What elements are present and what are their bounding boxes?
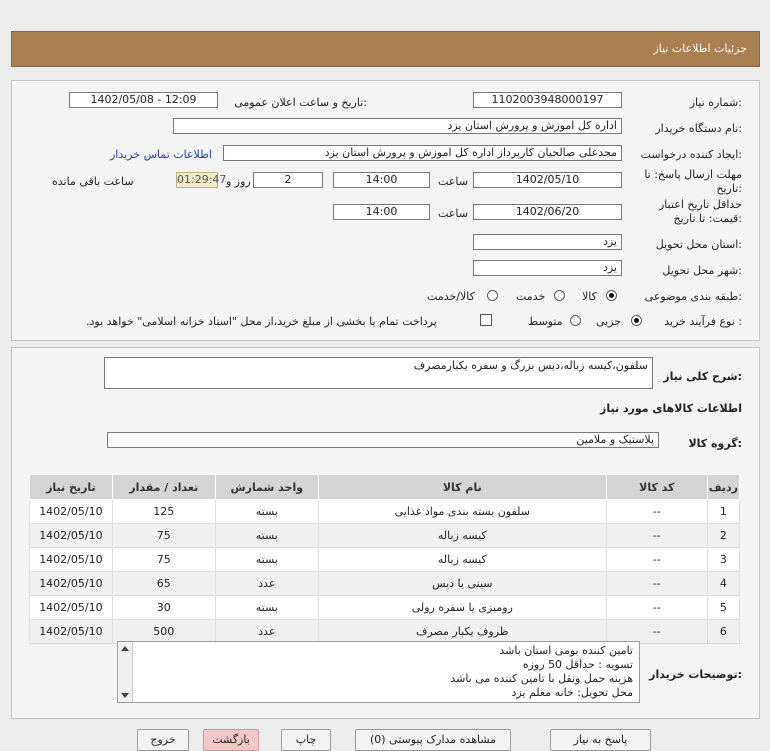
- cell-date: 1402/05/10: [30, 500, 113, 524]
- table-row: [30, 524, 740, 548]
- cell-quantity: 125: [112, 500, 215, 524]
- days-and-label: روز و: [226, 175, 251, 188]
- cell-row-number: 1: [707, 500, 739, 524]
- city-field: یزد: [473, 260, 622, 276]
- table-header-row: [30, 475, 740, 500]
- process-radio-minor[interactable]: [631, 315, 642, 326]
- days-field: 2: [253, 172, 323, 188]
- cell-unit: بسته: [215, 500, 318, 524]
- buyer-org-label: نام دستگاه خریدار:: [655, 122, 742, 135]
- cell-code: --: [606, 620, 707, 644]
- remaining-label: ساعت باقی مانده: [52, 175, 134, 188]
- cell-code: --: [606, 596, 707, 620]
- cell-row-number: 4: [707, 572, 739, 596]
- announce-label: تاریخ و ساعت اعلان عمومی:: [234, 96, 367, 109]
- col-header-unit: واحد شمارش: [215, 475, 318, 500]
- goods-group-field: پلاستیک و ملامین: [107, 432, 659, 448]
- goods-group-label: گروه کالا:: [688, 437, 742, 450]
- cell-name: سینی یا دیس: [318, 572, 606, 596]
- cell-unit: بسته: [215, 596, 318, 620]
- buyer-notes-label: توضیحات خریدار:: [649, 668, 742, 681]
- table-row: [30, 572, 740, 596]
- cell-row-number: 3: [707, 548, 739, 572]
- cell-row-number: 5: [707, 596, 739, 620]
- cell-unit: عدد: [215, 620, 318, 644]
- table-row: [30, 548, 740, 572]
- category-radio-service[interactable]: [554, 290, 565, 301]
- print-button[interactable]: چاپ: [281, 729, 331, 751]
- validity-time-field: 14:00: [333, 204, 430, 220]
- reply-date-field: 1402/05/10: [473, 172, 622, 188]
- creator-label: ایجاد کننده درخواست:: [640, 148, 742, 161]
- summary-field: سلفون،کیسه زباله،دیس بزرگ و سفره یکبارمصرف: [104, 357, 653, 389]
- validity-label: حداقل تاریخ اعتبار قیمت: تا تاریخ:: [658, 198, 742, 225]
- cell-unit: عدد: [215, 572, 318, 596]
- buyer-notes-box[interactable]: [117, 641, 640, 703]
- cell-name: رومیزی یا سفره رولی: [318, 596, 606, 620]
- treasury-checkbox[interactable]: [480, 314, 492, 326]
- goods-table: [29, 474, 740, 644]
- need-number-field: 1102003948000197: [473, 92, 622, 108]
- cell-name: کیسه زباله: [318, 524, 606, 548]
- payment-note: پرداخت تمام یا بخشی از مبلغ خرید،از محل "اسناد خزانه اسلامی" خواهد بود.: [86, 315, 437, 328]
- reply-button[interactable]: پاسخ به نیاز: [550, 729, 651, 751]
- process-option-medium: متوسط: [528, 315, 563, 328]
- exit-button[interactable]: خروج: [137, 729, 189, 751]
- cell-row-number: 2: [707, 524, 739, 548]
- cell-date: 1402/05/10: [30, 572, 113, 596]
- cell-code: --: [606, 524, 707, 548]
- reply-time-label: ساعت: [438, 175, 468, 188]
- col-header-row-number: ردیف: [707, 475, 739, 500]
- category-label: طبقه بندی موضوعی:: [644, 290, 742, 303]
- cell-quantity: 75: [112, 548, 215, 572]
- cell-code: --: [606, 500, 707, 524]
- scroll-up-icon[interactable]: [121, 646, 129, 651]
- category-radio-goods[interactable]: [606, 290, 617, 301]
- cell-code: --: [606, 548, 707, 572]
- remaining-time-field: 01:29:47: [177, 173, 227, 186]
- cell-date: 1402/05/10: [30, 620, 113, 644]
- notes-scrollbar[interactable]: [118, 642, 133, 702]
- cell-unit: بسته: [215, 548, 318, 572]
- back-button[interactable]: بازگشت: [203, 729, 259, 751]
- cell-date: 1402/05/10: [30, 548, 113, 572]
- notes-line: هزینه حمل ونقل با تامین کننده می باشد: [450, 672, 633, 685]
- view-attachments-button[interactable]: مشاهده مدارک پیوستی (0): [355, 729, 511, 751]
- contact-buyer-link[interactable]: اطلاعات تماس خریدار: [110, 148, 212, 161]
- need-number-label: شماره نیاز:: [689, 96, 742, 109]
- buyer-org-field: اداره کل اموزش و پرورش استان یزد: [173, 118, 622, 134]
- table-row: [30, 620, 740, 644]
- category-radio-goods-service[interactable]: [487, 290, 498, 301]
- process-radio-medium[interactable]: [570, 315, 581, 326]
- cell-quantity: 500: [112, 620, 215, 644]
- page-header: [11, 31, 760, 67]
- cell-name: سلفون بسته بندی مواد غذایی: [318, 500, 606, 524]
- summary-label: شرح کلی نیاز:: [663, 370, 742, 383]
- category-option-service: خدمت: [516, 290, 546, 303]
- reply-deadline-label: مهلت ارسال پاسخ: تا تاریخ:: [644, 168, 742, 195]
- cell-quantity: 65: [112, 572, 215, 596]
- validity-time-label: ساعت: [438, 207, 468, 220]
- goods-info-heading: اطلاعات کالاهای مورد نیاز: [600, 402, 742, 415]
- cell-quantity: 30: [112, 596, 215, 620]
- province-label: استان محل تحویل:: [655, 238, 742, 251]
- col-header-quantity: تعداد / مقدار: [112, 475, 215, 500]
- cell-row-number: 6: [707, 620, 739, 644]
- category-option-goods: کالا: [582, 290, 597, 303]
- reply-time-field: 14:00: [333, 172, 430, 188]
- cell-quantity: 75: [112, 524, 215, 548]
- cell-code: --: [606, 572, 707, 596]
- cell-name: ظروف یکبار مصرف: [318, 620, 606, 644]
- city-label: شهر محل تحویل:: [662, 264, 742, 277]
- category-option-goods-service: کالا/خدمت: [427, 290, 475, 303]
- province-field: یزد: [473, 234, 622, 250]
- page-title: جزئیات اطلاعات نیاز: [653, 42, 747, 55]
- table-row: [30, 596, 740, 620]
- col-header-name: نام کالا: [318, 475, 606, 500]
- cell-date: 1402/05/10: [30, 524, 113, 548]
- notes-line: محل تحویل: خانه معلم یزد: [511, 686, 633, 699]
- table-row: [30, 500, 740, 524]
- announce-field: 1402/05/08 - 12:09: [69, 92, 218, 108]
- col-header-code: کد کالا: [606, 475, 707, 500]
- notes-line: تامین کننده بومی استان باشد: [499, 644, 633, 657]
- validity-date-field: 1402/06/20: [473, 204, 622, 220]
- process-label: نوع فرآیند خرید :: [664, 315, 742, 328]
- notes-line: تسویه : حداقل 50 روزه: [522, 658, 633, 671]
- col-header-date: تاریخ نیاز: [30, 475, 113, 500]
- cell-date: 1402/05/10: [30, 596, 113, 620]
- process-option-minor: جزیی: [596, 315, 622, 328]
- cell-unit: بسته: [215, 524, 318, 548]
- cell-name: کیسه زباله: [318, 548, 606, 572]
- scroll-down-icon[interactable]: [121, 693, 129, 698]
- creator-field: مجدعلی صالحیان کارپرداز اداره کل اموزش و پرورش استان یزد: [223, 145, 622, 161]
